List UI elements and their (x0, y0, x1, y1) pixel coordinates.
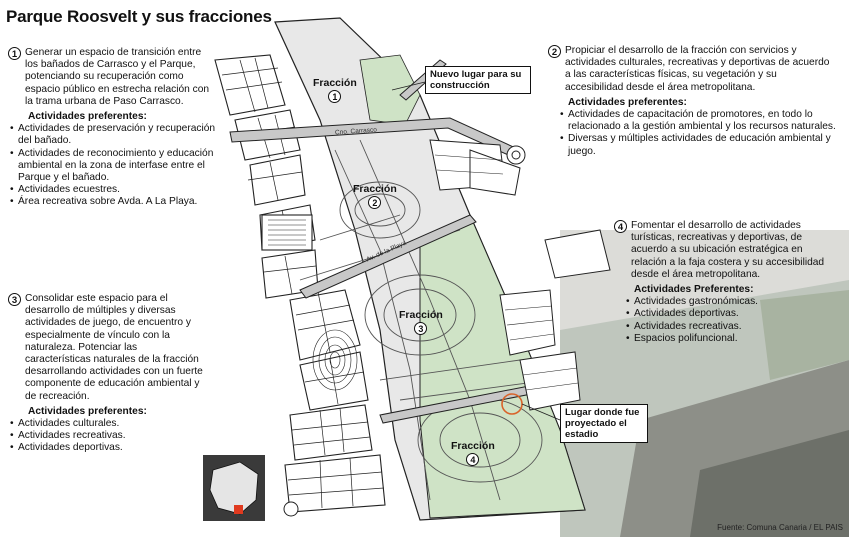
section-number: 3 (8, 293, 21, 306)
activities-list (614, 296, 842, 345)
activities-heading: Actividades preferentes: (28, 405, 147, 417)
fraction-number: 3 (414, 322, 427, 335)
callout-lugar-estadio: Lugar donde fue proyectado el estadio (560, 404, 648, 443)
activities-heading: Actividades preferentes: (568, 96, 687, 108)
fraction-number: 1 (328, 90, 341, 103)
callout-nuevo-lugar: Nuevo lugar para su construcción (425, 66, 531, 94)
fraction-word: Fracción (353, 183, 397, 195)
activities-list (548, 109, 842, 158)
fraction-4-label (451, 440, 495, 466)
north-marker (284, 502, 298, 516)
source-credit: Fuente: Comuna Canaria / EL PAIS (717, 523, 843, 532)
street-label-cno-carrasco: Cno. Carrasco (334, 126, 378, 137)
fraction-word: Fracción (399, 309, 443, 321)
fraction-3-label (399, 309, 443, 335)
section-number: 2 (548, 45, 561, 58)
section-description: Fomentar el desarrollo de actividades turísticas, recreativas y deportivas, de acuerdo a su ubicación estratégica en relación a la faja costera y su accesibilidad desde el área metropolitana. (631, 220, 825, 280)
activity-item: • Actividades deportivas. (8, 442, 208, 454)
activities-list (8, 418, 208, 455)
fraction-number: 2 (368, 196, 381, 209)
fraction-word: Fracción (313, 77, 357, 89)
section-description: Generar un espacio de transición entre los bañados de Carrasco y el Parque, potenciando su recuperación como espacio público en estrecha relación con la trama urbana de Paso Carrasco. (25, 47, 210, 107)
fraction-1-label (313, 77, 357, 103)
section-description: Consolidar este espacio para el desarrollo de múltiples y diversas actividades de juego, de encuentro y especialmente de vínculo con la naturaleza. Potenciar las características naturales de la fracción desarrollando actividades con un fuerte componente de educación ambiental y de recreación. (25, 293, 203, 402)
activity-item: • Diversas y múltiples actividades de educación ambiental y juego. (558, 133, 842, 157)
activities-heading: Actividades preferentes: (28, 111, 147, 123)
section-description: Propiciar el desarrollo de la fracción con servicios y actividades culturales, recreativas y deportivas de acuerdo a las características físicas, su vegetación y su accesibilidad desde el área metropolitana. (565, 45, 830, 93)
activity-item: • Espacios polifuncional. (624, 333, 842, 345)
activity-item: • Actividades culturales. (8, 418, 208, 430)
activity-item: • Área recreativa sobre Avda. A La Playa. (8, 196, 220, 208)
section-2 (548, 45, 842, 158)
section-number: 1 (8, 47, 21, 60)
activities-heading: Actividades Preferentes: (634, 284, 754, 296)
activity-item: • Actividades deportivas. (624, 308, 842, 320)
activity-item: • Actividades de capacitación de promotores, en todo lo relacionado a la gestión ambiental y los recursos naturales. (558, 109, 842, 133)
activity-item: • Actividades recreativas. (624, 321, 842, 333)
fraction-word: Fracción (451, 440, 495, 452)
fraction-number: 4 (466, 453, 479, 466)
section-3 (8, 293, 208, 455)
activity-item: • Actividades de preservación y recuperación del bañado. (8, 123, 220, 147)
roundabout (507, 146, 525, 164)
activity-item: • Actividades recreativas. (8, 430, 208, 442)
page-title: Parque Roosvelt y sus fracciones (6, 7, 272, 26)
fraction-2-label (353, 183, 397, 209)
activity-item: • Actividades de reconocimiento y educación ambiental en la zona de interfase entre el Parque y el bañado. (8, 148, 220, 185)
activities-list (8, 123, 220, 208)
activity-item: • Actividades gastronómicas. (624, 296, 842, 308)
section-number: 4 (614, 220, 627, 233)
street-label-av-playa: Av. de la Playa (365, 239, 408, 264)
section-4 (614, 220, 842, 345)
activity-item: • Actividades ecuestres. (8, 184, 220, 196)
locator-map (203, 455, 265, 521)
section-1 (8, 47, 220, 209)
